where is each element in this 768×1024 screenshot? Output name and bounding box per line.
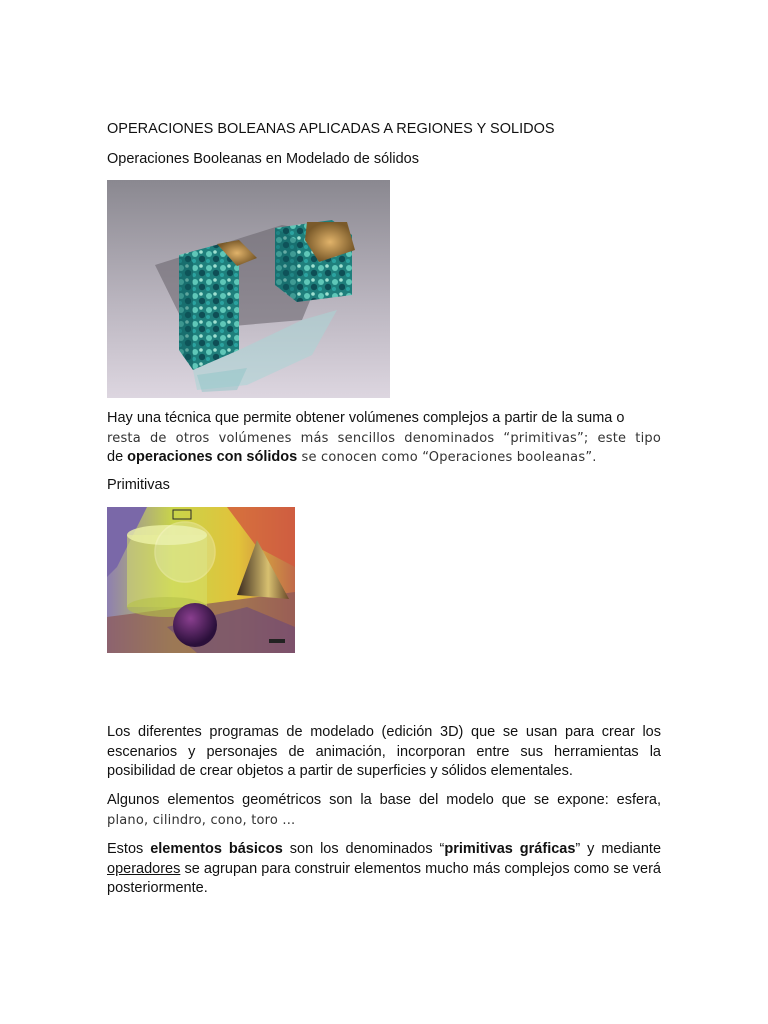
paragraph-primitivas-graficas (107, 840, 661, 899)
para4-mid1: son los denominados “ (282, 841, 445, 857)
paragraph-programas: Los diferentes programas de modelado (edición 3D) que se usan para crear los escenarios y personajes de animación, incorporan entre sus herramientas la posibilidad de crear objetos a partir de superficies y sólidos elementales. (107, 724, 661, 779)
bold-primitivas-graficas: primitivas gráficas (444, 841, 576, 857)
paragraph-booleanas (107, 409, 661, 468)
document-title: OPERACIONES BOLEANAS APLICADAS A REGIONES Y SOLIDOS (107, 121, 555, 137)
paragraph-line-1: Hay una técnica que permite obtener volúmenes complejos a partir de la suma o (107, 410, 625, 426)
bold-elementos-basicos: elementos básicos (150, 841, 283, 857)
para4-post: se agrupan para construir elementos mucho más complejos como se verá posteriormente. (107, 860, 661, 896)
paragraph-line-2: resta de otros volúmenes más sencillos denominados “primitivas”; este tipo (107, 430, 661, 446)
paragraph-line-3-suffix: se conocen como “Operaciones booleanas”. (297, 450, 597, 465)
paragraph-elementos (107, 791, 661, 830)
para4-mid2: ” y mediante (575, 841, 662, 857)
boolean-cubes-image (107, 180, 390, 398)
para4-pre: Estos (107, 841, 151, 857)
paragraph-line-3-prefix: de (107, 449, 128, 465)
paragraph-elementos-line-2: plano, cilindro, cono, toro ... (107, 812, 296, 828)
section-subtitle: Operaciones Booleanas en Modelado de sólidos (107, 151, 419, 167)
underlined-operadores: operadores (107, 860, 181, 877)
paragraph-elementos-line-1: Algunos elementos geométricos son la base del modelo que se expone: esfera, (107, 792, 661, 808)
primitives-image (107, 507, 295, 653)
bold-operaciones-solidos: operaciones con sólidos (127, 449, 298, 465)
heading-primitivas: Primitivas (107, 477, 170, 493)
